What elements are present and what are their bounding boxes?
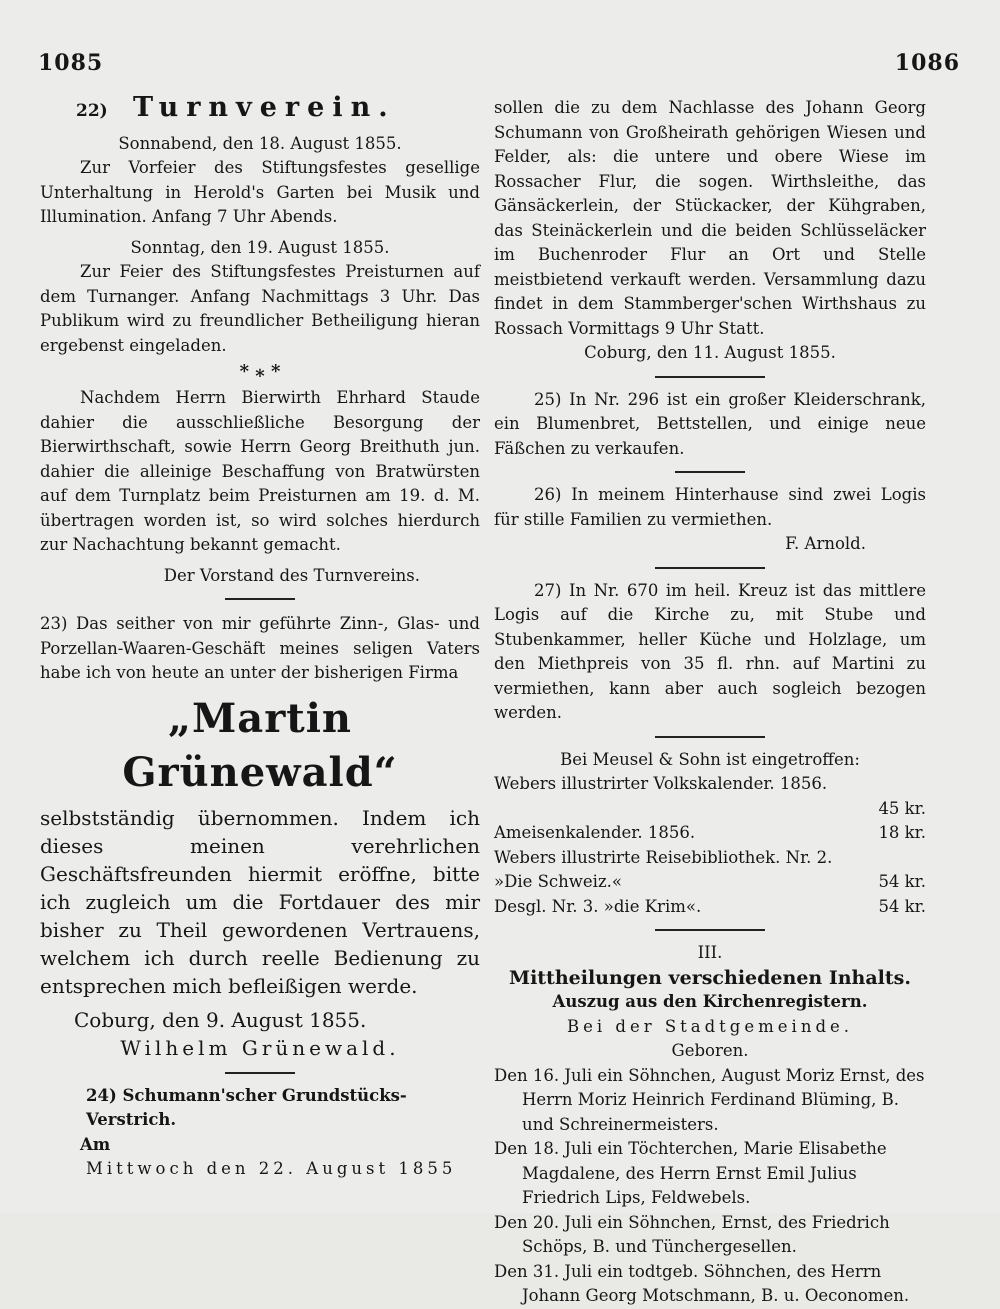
register-entry: Den 31. Juli ein todtgeb. Söhnchen, des Herrn Johann Georg Motschmann, B. u. Oeconomen. [494, 1261, 910, 1305]
notice-26: 26) In meinem Hinterhause sind zwei Logis für stille Familien zu vermiethen. [494, 485, 926, 529]
page-number-left: 1085 [38, 50, 104, 76]
paragraph: sollen die zu dem Nachlasse des Johann Georg Schumann von Großheirath gehörigen Wiesen und Felder, als: die untere und obere Wiese im Rossacher Flur, die sogen. Wirthsleithe, das Gänsäckerlein, der Stückacker, der Kühgraben, das Steinäckerlein und die beiden Schlüsseläcker im Buchenroder Flur an Ort und Stelle meistbietend verkauft werden. Versammlung dazu findet in dem Stammberger'schen Wirthshaus zu Rossach Vormittags 9 Uhr Statt. [494, 98, 926, 338]
notice-title: Turnverein. [132, 92, 396, 123]
signature: Der Vorstand des Turnvereins. [163, 565, 420, 585]
right-column [494, 96, 926, 1309]
paragraph: Zur Feier des Stiftungsfestes Preisturnen auf dem Turnanger. Anfang Nachmittags 3 Uhr. Das Publikum wird zu freundlicher Betheiligung hieran ergebenst eingeladen. [40, 262, 480, 355]
place-date: Coburg, den 11. August 1855. [584, 343, 836, 362]
divider [225, 1072, 295, 1074]
section-number: III. [697, 943, 723, 962]
book-title: Ameisenkalender. 1856. [494, 823, 696, 842]
signature: Wilhelm Grünewald. [120, 1035, 400, 1060]
book-title: Desgl. Nr. 3. »die Krim«. [494, 896, 702, 916]
born-heading: Geboren. [671, 1041, 749, 1060]
notice-27: 27) In Nr. 670 im heil. Kreuz ist das mittlere Logis auf die Kirche zu, mit Stube und Stubenkammer, heller Küche und Holzlage, um den Miethpreis von 35 fl. rhn. auf Martini zu vermiethen, kann aber auch sogleich bezogen werden. [494, 580, 926, 722]
book-price: 54 kr. [878, 872, 926, 891]
event-date: Sonnabend, den 18. August 1855. [118, 133, 402, 153]
book-item [494, 797, 926, 822]
register-entry: Den 18. Juli ein Töchterchen, Marie Elisabethe Magdalene, des Herrn Ernst Emil Julius Friedrich Lips, Feldwebels. [494, 1139, 887, 1207]
paragraph: Zur Vorfeier des Stiftungsfestes gesellige Unterhaltung in Herold's Garten bei Musik und Illumination. Anfang 7 Uhr Abends. [40, 158, 480, 226]
register-entry: Den 20. Juli ein Söhnchen, Ernst, des Friedrich Schöps, B. und Tünchergesellen. [494, 1212, 890, 1256]
signature: F. Arnold. [785, 534, 866, 553]
section-subtitle: Auszug aus den Kirchenregistern. [552, 992, 868, 1011]
turnverein-heading [76, 92, 480, 124]
paragraph: selbstständig übernommen. Indem ich dieses meinen verehrlichen Geschäftsfreunden hiermit eröffne, bitte ich zugleich um die Fortdauer des mir bisher zu Theil gewordenen Vertrauens, welchem ich durch reelle Bedienung zu entsprechen mich befleißigen werde. [40, 805, 480, 998]
divider [655, 567, 765, 569]
books-heading: Bei Meusel & Sohn ist eingetroffen: [560, 749, 860, 769]
separator-stars: * ⁎ * [239, 361, 281, 382]
book-price: 45 kr. [878, 798, 926, 818]
notice-number: 22) [76, 101, 108, 121]
divider [675, 471, 745, 473]
book-list [494, 772, 926, 919]
notice-25: 25) In Nr. 296 ist ein großer Kleiderschrank, ein Blumenbret, Bettstellen, und einige neue Fäßchen zu verkaufen. [494, 389, 926, 458]
book-price: 54 kr. [878, 896, 926, 916]
divider [655, 929, 765, 931]
section-subtitle-2: Bei der Stadtgemeinde. [566, 1016, 854, 1036]
book-title: Webers illustrirter Volkskalender. 1856. [494, 774, 828, 793]
notice-title: 24) Schumann'scher Grundstücks-Verstrich. [86, 1085, 407, 1129]
book-item [494, 821, 926, 846]
text-am: Am [80, 1134, 111, 1154]
book-item [494, 895, 926, 920]
divider [225, 598, 295, 600]
place-date: Coburg, den 9. August 1855. [74, 1007, 367, 1032]
book-price: 18 kr. [878, 823, 926, 842]
paragraph: Nachdem Herrn Bierwirth Ehrhard Staude dahier die ausschließliche Besorgung der Bierwirthschaft, sowie Herrn Georg Breithuth jun. dahier die alleinige Beschaffung von Bratwürsten auf dem Turnplatz beim Preisturnen am 19. d. M. übertragen worden ist, so wird solches hierdurch zur Nachachtung bekannt gemacht. [40, 388, 480, 554]
event-date: Sonntag, den 19. August 1855. [130, 237, 390, 257]
page-number-right: 1086 [894, 50, 960, 76]
divider [655, 376, 765, 378]
divider [655, 736, 765, 738]
register-entry: Den 16. Juli ein Söhnchen, August Moriz Ernst, des Herrn Moriz Heinrich Ferdinand Blüming, B. und Schreinermeisters. [494, 1065, 925, 1134]
notice-intro: 23) Das seither von mir geführte Zinn-, Glas- und Porzellan-Waaren-Geschäft meines seligen Vaters habe ich von heute an unter der bisherigen Firma [40, 614, 480, 682]
firm-name: „Martin Grünewald“ [122, 694, 398, 796]
left-column [40, 92, 480, 1182]
book-item [494, 846, 926, 895]
auction-date: Mittwoch den 22. August 1855 [86, 1159, 457, 1178]
book-title: Webers illustrirte Reisebibliothek. Nr. 2. »Die Schweiz.« [494, 847, 833, 891]
section-title: Mittheilungen verschiedenen Inhalts. [509, 966, 911, 989]
book-item [494, 772, 926, 797]
